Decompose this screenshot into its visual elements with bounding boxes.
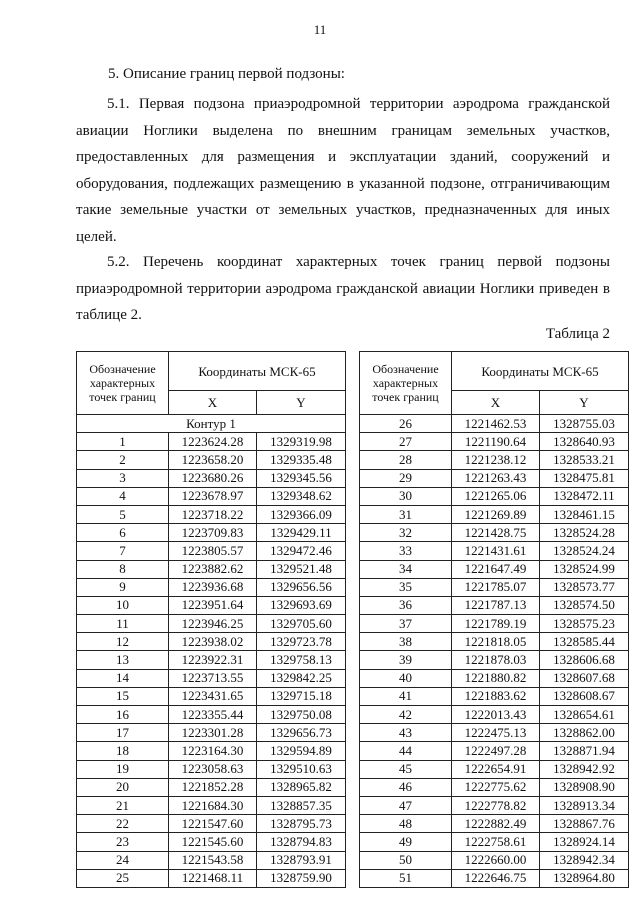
x-coordinate-cell: 1221468.11 — [169, 869, 257, 887]
table-caption: Таблица 2 — [545, 326, 610, 342]
x-coordinate-cell: 1221852.28 — [169, 778, 257, 796]
table-row — [77, 706, 346, 724]
y-coordinate-cell: 1329472.46 — [257, 542, 346, 560]
y-coordinate-cell: 1328867.76 — [540, 815, 629, 833]
y-coordinate-cell: 1329335.48 — [257, 451, 346, 469]
point-number-cell: 35 — [360, 578, 452, 596]
y-coordinate-cell: 1329656.56 — [257, 578, 346, 596]
x-coordinate-cell: 1223355.44 — [169, 706, 257, 724]
x-coordinate-cell: 1221647.49 — [452, 560, 540, 578]
header-point-label: Обозначение характерных точек границ — [77, 352, 169, 415]
point-number-cell: 14 — [77, 669, 169, 687]
y-coordinate-cell: 1328755.03 — [540, 415, 629, 433]
point-number-cell: 18 — [77, 742, 169, 760]
point-number-cell: 36 — [360, 596, 452, 614]
point-number-cell: 19 — [77, 760, 169, 778]
x-coordinate-cell: 1221684.30 — [169, 796, 257, 814]
y-coordinate-cell: 1328574.50 — [540, 596, 629, 614]
y-coordinate-cell: 1328871.94 — [540, 742, 629, 760]
y-coordinate-cell: 1328607.68 — [540, 669, 629, 687]
y-coordinate-cell: 1328606.68 — [540, 651, 629, 669]
table-row — [77, 524, 346, 542]
x-coordinate-cell: 1221190.64 — [452, 433, 540, 451]
x-coordinate-cell: 1223946.25 — [169, 615, 257, 633]
x-coordinate-cell: 1223680.26 — [169, 469, 257, 487]
y-coordinate-cell: 1328857.35 — [257, 796, 346, 814]
table-row — [77, 451, 346, 469]
x-coordinate-cell: 1223058.63 — [169, 760, 257, 778]
table-row — [77, 742, 346, 760]
point-number-cell: 5 — [77, 505, 169, 523]
point-number-cell: 32 — [360, 524, 452, 542]
point-number-cell: 6 — [77, 524, 169, 542]
x-coordinate-cell: 1221785.07 — [452, 578, 540, 596]
x-coordinate-cell: 1223951.64 — [169, 596, 257, 614]
y-coordinate-cell: 1329656.73 — [257, 724, 346, 742]
point-number-cell: 50 — [360, 851, 452, 869]
y-coordinate-cell: 1329521.48 — [257, 560, 346, 578]
table-row — [360, 851, 629, 869]
y-coordinate-cell: 1329842.25 — [257, 669, 346, 687]
x-coordinate-cell: 1221238.12 — [452, 451, 540, 469]
y-coordinate-cell: 1328793.91 — [257, 851, 346, 869]
x-coordinate-cell: 1222654.91 — [452, 760, 540, 778]
table-row — [360, 596, 629, 614]
point-number-cell: 17 — [77, 724, 169, 742]
y-coordinate-cell: 1328524.99 — [540, 560, 629, 578]
point-number-cell: 34 — [360, 560, 452, 578]
point-number-cell: 26 — [360, 415, 452, 433]
point-number-cell: 4 — [77, 487, 169, 505]
table-row — [77, 433, 346, 451]
header-x: X — [169, 391, 257, 415]
point-number-cell: 23 — [77, 833, 169, 851]
table-row — [77, 851, 346, 869]
table-row — [360, 833, 629, 851]
y-coordinate-cell: 1329693.69 — [257, 596, 346, 614]
x-coordinate-cell: 1223882.62 — [169, 560, 257, 578]
y-coordinate-cell: 1328640.93 — [540, 433, 629, 451]
point-number-cell: 12 — [77, 633, 169, 651]
table-row — [77, 778, 346, 796]
x-coordinate-cell: 1222778.82 — [452, 796, 540, 814]
coordinates-table-right — [359, 351, 629, 888]
x-coordinate-cell: 1221880.82 — [452, 669, 540, 687]
point-number-cell: 1 — [77, 433, 169, 451]
y-coordinate-cell: 1328942.34 — [540, 851, 629, 869]
header-x: X — [452, 391, 540, 415]
y-coordinate-cell: 1328913.34 — [540, 796, 629, 814]
table-row — [360, 687, 629, 705]
point-number-cell: 49 — [360, 833, 452, 851]
x-coordinate-cell: 1221263.43 — [452, 469, 540, 487]
section-heading: 5. Описание границ первой подзоны: — [108, 66, 345, 82]
point-number-cell: 28 — [360, 451, 452, 469]
point-number-cell: 46 — [360, 778, 452, 796]
x-coordinate-cell: 1221462.53 — [452, 415, 540, 433]
point-number-cell: 44 — [360, 742, 452, 760]
table-row — [360, 415, 629, 433]
table-row — [360, 869, 629, 887]
y-coordinate-cell: 1328795.73 — [257, 815, 346, 833]
x-coordinate-cell: 1223301.28 — [169, 724, 257, 742]
table-row — [360, 615, 629, 633]
table-row — [77, 687, 346, 705]
y-coordinate-cell: 1329348.62 — [257, 487, 346, 505]
y-coordinate-cell: 1329723.78 — [257, 633, 346, 651]
y-coordinate-cell: 1329750.08 — [257, 706, 346, 724]
point-number-cell: 47 — [360, 796, 452, 814]
table-row — [360, 669, 629, 687]
table-row — [360, 433, 629, 451]
table-row — [360, 815, 629, 833]
header-point-label: Обозначение характерных точек границ — [360, 352, 452, 415]
x-coordinate-cell: 1221269.89 — [452, 505, 540, 523]
table-row — [360, 651, 629, 669]
point-number-cell: 51 — [360, 869, 452, 887]
paragraph-5-2: 5.2. Перечень координат характерных точек границ первой подзоны приаэродромной территории аэродрома гражданской авиации Ноглики приведен в таблице 2. — [76, 254, 610, 323]
paragraph-5-1: 5.1. Первая подзона приаэродромной территории аэродрома гражданской авиации Ноглики выделена по внешним границам земельных участков, предоставленных для размещения и эксплуатации зданий, сооружений и оборудования, подлежащих размещению в указанной подзоне, отграничивающим такие земельные участки от земельных участков, предназначенных для иных целей. — [76, 96, 610, 245]
table-row — [360, 742, 629, 760]
table-row — [360, 724, 629, 742]
x-coordinate-cell: 1223658.20 — [169, 451, 257, 469]
x-coordinate-cell: 1221818.05 — [452, 633, 540, 651]
y-coordinate-cell: 1328575.23 — [540, 615, 629, 633]
point-number-cell: 42 — [360, 706, 452, 724]
table-row — [77, 578, 346, 596]
table-row — [77, 505, 346, 523]
x-coordinate-cell: 1221428.75 — [452, 524, 540, 542]
point-number-cell: 7 — [77, 542, 169, 560]
point-number-cell: 16 — [77, 706, 169, 724]
y-coordinate-cell: 1329594.89 — [257, 742, 346, 760]
y-coordinate-cell: 1328965.82 — [257, 778, 346, 796]
y-coordinate-cell: 1329758.13 — [257, 651, 346, 669]
table-row — [77, 469, 346, 487]
table-row — [360, 560, 629, 578]
x-coordinate-cell: 1223718.22 — [169, 505, 257, 523]
table-row — [360, 578, 629, 596]
x-coordinate-cell: 1221265.06 — [452, 487, 540, 505]
table-row — [77, 487, 346, 505]
point-number-cell: 31 — [360, 505, 452, 523]
table-row — [360, 796, 629, 814]
y-coordinate-cell: 1328942.92 — [540, 760, 629, 778]
table-row — [360, 760, 629, 778]
y-coordinate-cell: 1328608.67 — [540, 687, 629, 705]
header-coordinates: Координаты МСК-65 — [169, 352, 346, 391]
y-coordinate-cell: 1329510.63 — [257, 760, 346, 778]
point-number-cell: 20 — [77, 778, 169, 796]
x-coordinate-cell: 1222475.13 — [452, 724, 540, 742]
x-coordinate-cell: 1222758.61 — [452, 833, 540, 851]
y-coordinate-cell: 1328461.15 — [540, 505, 629, 523]
table-row — [360, 487, 629, 505]
y-coordinate-cell: 1329366.09 — [257, 505, 346, 523]
left-table-body — [77, 415, 346, 888]
point-number-cell: 48 — [360, 815, 452, 833]
y-coordinate-cell: 1329705.60 — [257, 615, 346, 633]
x-coordinate-cell: 1221545.60 — [169, 833, 257, 851]
table-row — [360, 469, 629, 487]
point-number-cell: 37 — [360, 615, 452, 633]
point-number-cell: 9 — [77, 578, 169, 596]
x-coordinate-cell: 1223431.65 — [169, 687, 257, 705]
y-coordinate-cell: 1329345.56 — [257, 469, 346, 487]
x-coordinate-cell: 1222013.43 — [452, 706, 540, 724]
table-row — [360, 451, 629, 469]
point-number-cell: 25 — [77, 869, 169, 887]
table-row — [77, 724, 346, 742]
x-coordinate-cell: 1221878.03 — [452, 651, 540, 669]
x-coordinate-cell: 1221787.13 — [452, 596, 540, 614]
table-row — [77, 651, 346, 669]
x-coordinate-cell: 1222660.00 — [452, 851, 540, 869]
x-coordinate-cell: 1223936.68 — [169, 578, 257, 596]
table-row — [360, 505, 629, 523]
table-row — [77, 596, 346, 614]
x-coordinate-cell: 1221547.60 — [169, 815, 257, 833]
table-row — [77, 669, 346, 687]
x-coordinate-cell: 1221789.19 — [452, 615, 540, 633]
x-coordinate-cell: 1221431.61 — [452, 542, 540, 560]
point-number-cell: 40 — [360, 669, 452, 687]
table-row — [360, 542, 629, 560]
table-row — [77, 833, 346, 851]
right-table-body — [360, 415, 629, 888]
point-number-cell: 43 — [360, 724, 452, 742]
table-row — [77, 615, 346, 633]
y-coordinate-cell: 1328924.14 — [540, 833, 629, 851]
y-coordinate-cell: 1328759.90 — [257, 869, 346, 887]
point-number-cell: 33 — [360, 542, 452, 560]
point-number-cell: 29 — [360, 469, 452, 487]
point-number-cell: 11 — [77, 615, 169, 633]
point-number-cell: 2 — [77, 451, 169, 469]
x-coordinate-cell: 1223713.55 — [169, 669, 257, 687]
table-row — [77, 542, 346, 560]
y-coordinate-cell: 1329319.98 — [257, 433, 346, 451]
y-coordinate-cell: 1328524.28 — [540, 524, 629, 542]
x-coordinate-cell: 1221543.58 — [169, 851, 257, 869]
point-number-cell: 15 — [77, 687, 169, 705]
y-coordinate-cell: 1328573.77 — [540, 578, 629, 596]
x-coordinate-cell: 1223624.28 — [169, 433, 257, 451]
point-number-cell: 38 — [360, 633, 452, 651]
x-coordinate-cell: 1223678.97 — [169, 487, 257, 505]
table-row — [360, 524, 629, 542]
x-coordinate-cell: 1223922.31 — [169, 651, 257, 669]
y-coordinate-cell: 1328654.61 — [540, 706, 629, 724]
point-number-cell: 8 — [77, 560, 169, 578]
point-number-cell: 3 — [77, 469, 169, 487]
point-number-cell: 39 — [360, 651, 452, 669]
point-number-cell: 21 — [77, 796, 169, 814]
y-coordinate-cell: 1328585.44 — [540, 633, 629, 651]
point-number-cell: 10 — [77, 596, 169, 614]
table-row — [360, 633, 629, 651]
table-row — [77, 633, 346, 651]
x-coordinate-cell: 1223938.02 — [169, 633, 257, 651]
table-row — [77, 796, 346, 814]
y-coordinate-cell: 1328524.24 — [540, 542, 629, 560]
y-coordinate-cell: 1328862.00 — [540, 724, 629, 742]
x-coordinate-cell: 1223164.30 — [169, 742, 257, 760]
table-row — [360, 706, 629, 724]
y-coordinate-cell: 1328472.11 — [540, 487, 629, 505]
coordinates-table-left — [76, 351, 346, 888]
header-coordinates: Координаты МСК-65 — [452, 352, 629, 391]
x-coordinate-cell: 1222882.49 — [452, 815, 540, 833]
contour-label: Контур 1 — [77, 415, 346, 433]
point-number-cell: 13 — [77, 651, 169, 669]
x-coordinate-cell: 1222646.75 — [452, 869, 540, 887]
y-coordinate-cell: 1329429.11 — [257, 524, 346, 542]
y-coordinate-cell: 1329715.18 — [257, 687, 346, 705]
y-coordinate-cell: 1328794.83 — [257, 833, 346, 851]
y-coordinate-cell: 1328964.80 — [540, 869, 629, 887]
table-row — [77, 869, 346, 887]
x-coordinate-cell: 1223709.83 — [169, 524, 257, 542]
point-number-cell: 41 — [360, 687, 452, 705]
page-number: 11 — [313, 22, 327, 37]
table-row — [77, 560, 346, 578]
header-y: Y — [540, 391, 629, 415]
x-coordinate-cell: 1221883.62 — [452, 687, 540, 705]
table-row — [77, 815, 346, 833]
x-coordinate-cell: 1222497.28 — [452, 742, 540, 760]
point-number-cell: 30 — [360, 487, 452, 505]
point-number-cell: 45 — [360, 760, 452, 778]
table-row — [360, 778, 629, 796]
y-coordinate-cell: 1328475.81 — [540, 469, 629, 487]
table-row — [77, 760, 346, 778]
x-coordinate-cell: 1223805.57 — [169, 542, 257, 560]
point-number-cell: 27 — [360, 433, 452, 451]
y-coordinate-cell: 1328533.21 — [540, 451, 629, 469]
header-y: Y — [257, 391, 346, 415]
y-coordinate-cell: 1328908.90 — [540, 778, 629, 796]
point-number-cell: 22 — [77, 815, 169, 833]
x-coordinate-cell: 1222775.62 — [452, 778, 540, 796]
point-number-cell: 24 — [77, 851, 169, 869]
